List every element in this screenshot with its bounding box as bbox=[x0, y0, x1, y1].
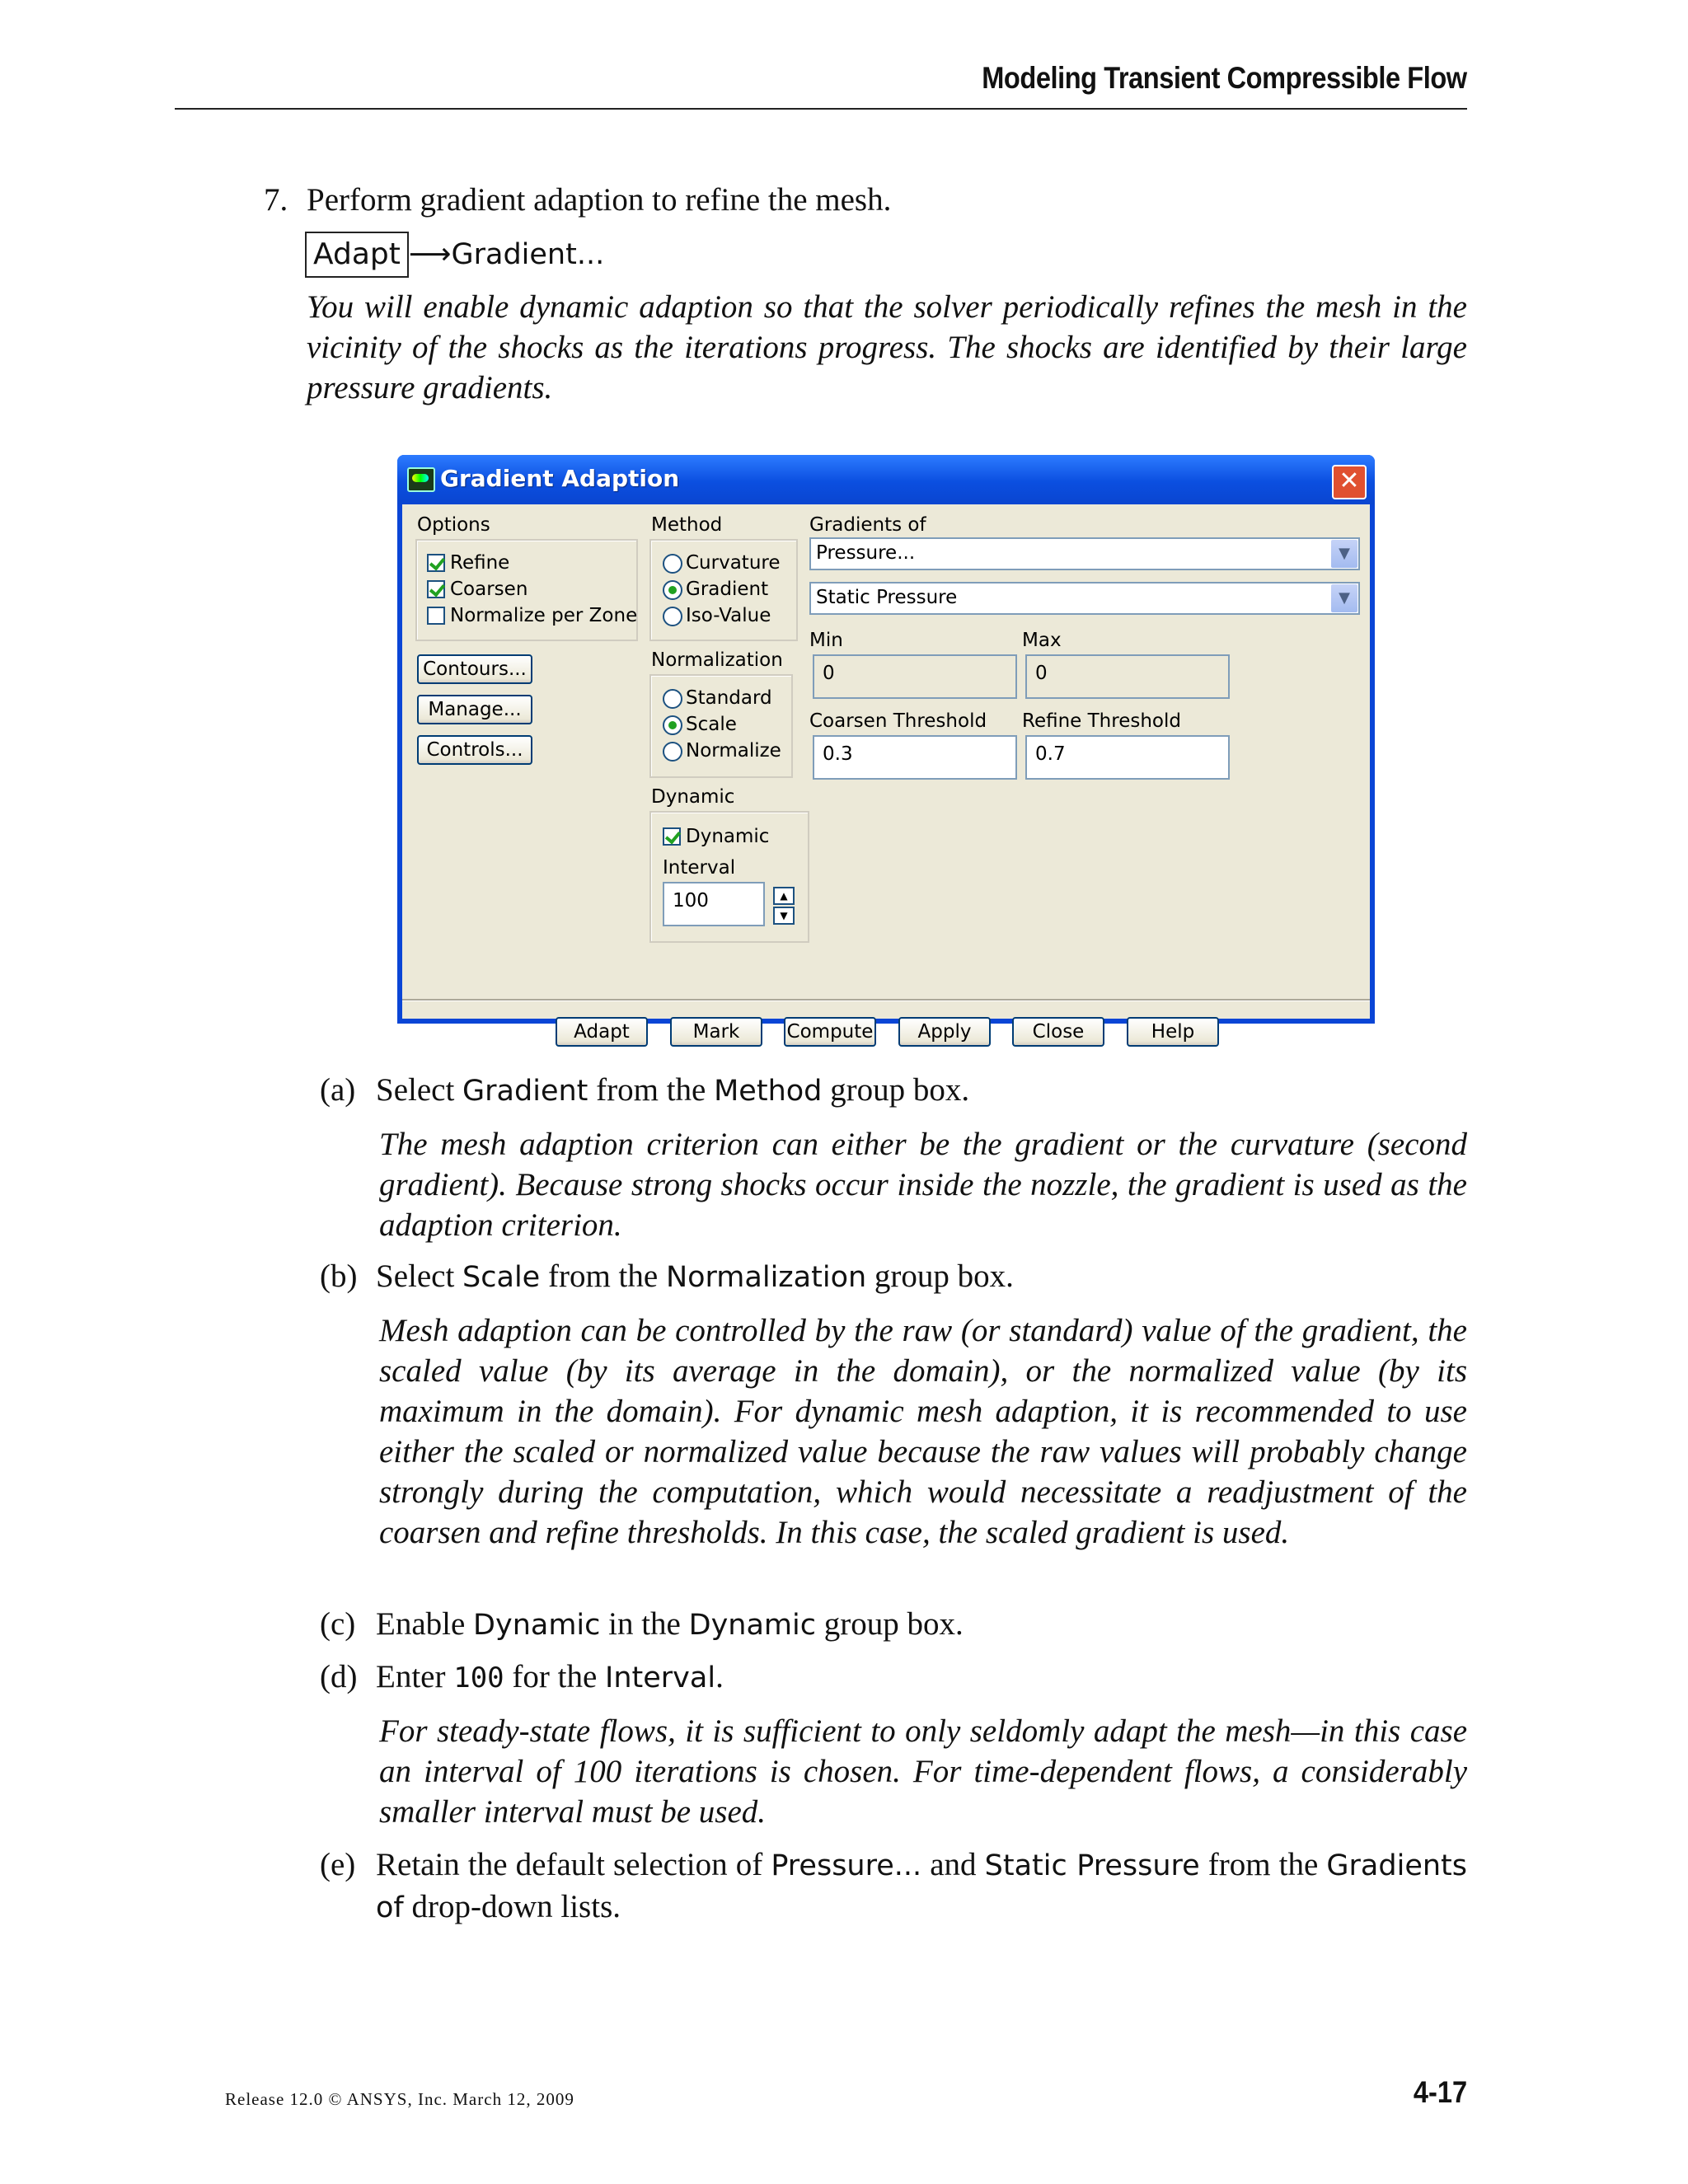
manage-button[interactable]: Manage... bbox=[417, 695, 532, 724]
curvature-radio[interactable] bbox=[663, 554, 682, 574]
substep-b-instruction: Select Scale from the Normalization group box. bbox=[376, 1258, 1014, 1294]
gradient-label: Gradient bbox=[686, 579, 769, 600]
substep-c-marker: (c) bbox=[320, 1606, 356, 1642]
step-note: You will enable dynamic adaption so that the solver periodically refines the mesh in the vicinity of the shocks as the iterations progress. The shocks are identified by their large pressure gradients. bbox=[307, 289, 1467, 405]
standard-radio[interactable] bbox=[663, 689, 682, 709]
normalize-radio[interactable] bbox=[663, 742, 682, 762]
footer-release: Release 12.0 © ANSYS, Inc. March 12, 2009 bbox=[225, 2089, 574, 2109]
step-text: Perform gradient adaption to refine the mesh. bbox=[307, 182, 892, 218]
normalize-per-zone-label: Normalize per Zone bbox=[450, 605, 638, 626]
gradients-category-value: Pressure... bbox=[816, 542, 916, 564]
compute-button[interactable]: Compute bbox=[784, 1017, 876, 1047]
gradients-variable-select[interactable] bbox=[809, 582, 1360, 615]
interval-label: Interval bbox=[663, 857, 736, 879]
contours-button[interactable]: Contours... bbox=[417, 654, 532, 684]
refine-label: Refine bbox=[450, 552, 510, 574]
substep-a-note: The mesh adaption criterion can either be the gradient or the curvature (second gradient). Because strong shocks occur inside the nozzle, the gradient is used as the adaption criterion. bbox=[379, 1127, 1467, 1243]
substep-e-marker: (e) bbox=[320, 1847, 356, 1882]
help-button[interactable]: Help bbox=[1127, 1017, 1219, 1047]
close-button[interactable]: Close bbox=[1012, 1017, 1104, 1047]
spin-down-icon[interactable]: ▼ bbox=[773, 907, 795, 925]
apply-button[interactable]: Apply bbox=[898, 1017, 991, 1047]
coarsen-threshold-label: Coarsen Threshold bbox=[809, 710, 987, 732]
dialog-client bbox=[402, 504, 1370, 1043]
min-field: 0 bbox=[813, 654, 1017, 699]
dynamic-checkbox-label: Dynamic bbox=[686, 826, 770, 847]
options-label: Options bbox=[417, 514, 490, 536]
mark-button[interactable]: Mark bbox=[670, 1017, 762, 1047]
substep-a-marker: (a) bbox=[320, 1072, 356, 1108]
substep-b-note: Mesh adaption can be controlled by the raw (or standard) value of the gradient, the scaled value (by its average in the domain), or the normalized value (by its maximum in the domain). For dynamic mesh adaption, it is recommended to use either the scaled or normalized value because the raw values will probably change strongly during the computation, which would necessitate a readjustment of the coarsen and refine thresholds. In this case, the scaled gradient is used. bbox=[379, 1313, 1467, 1550]
button-separator bbox=[402, 999, 1370, 1001]
adapt-button[interactable]: Adapt bbox=[556, 1017, 648, 1047]
gradient-radio[interactable] bbox=[663, 580, 682, 600]
controls-button[interactable]: Controls... bbox=[417, 735, 532, 765]
gradients-variable-value: Static Pressure bbox=[816, 587, 958, 608]
dynamic-group-label: Dynamic bbox=[651, 786, 735, 808]
dynamic-checkbox[interactable] bbox=[663, 827, 681, 846]
substep-c-instruction: Enable Dynamic in the Dynamic group box. bbox=[376, 1606, 964, 1642]
max-label: Max bbox=[1022, 630, 1062, 651]
dialog-titlebar bbox=[397, 455, 1375, 504]
standard-label: Standard bbox=[686, 687, 772, 709]
curvature-label: Curvature bbox=[686, 552, 781, 574]
gradients-of-label: Gradients of bbox=[809, 514, 926, 536]
iso-value-label: Iso-Value bbox=[686, 605, 771, 626]
header-rule bbox=[175, 108, 1467, 110]
app-icon bbox=[407, 467, 435, 492]
chevron-down-icon[interactable]: ▼ bbox=[1331, 540, 1357, 568]
substep-d-instruction: Enter 100 for the Interval. bbox=[376, 1659, 724, 1694]
scale-radio[interactable] bbox=[663, 715, 682, 735]
normalize-per-zone-checkbox[interactable] bbox=[427, 607, 445, 625]
refine-checkbox[interactable] bbox=[427, 554, 445, 572]
spin-up-icon[interactable]: ▲ bbox=[773, 887, 795, 905]
min-label: Min bbox=[809, 630, 843, 651]
substep-d-marker: (d) bbox=[320, 1659, 358, 1694]
page-number: 4-17 bbox=[1413, 2075, 1467, 2109]
substep-e-instruction: Retain the default selection of Pressure... and Static Pressure from the Gradients of drop-down lists. bbox=[376, 1847, 1467, 1924]
running-header: Modeling Transient Compressible Flow bbox=[982, 61, 1467, 95]
normalize-label: Normalize bbox=[686, 740, 781, 762]
gradients-category-select[interactable] bbox=[809, 537, 1360, 570]
step-number: 7. bbox=[264, 182, 288, 218]
menu-arrow: ⟶ bbox=[408, 237, 452, 271]
substep-a-instruction: Select Gradient from the Method group box. bbox=[376, 1072, 970, 1108]
substep-b-marker: (b) bbox=[320, 1258, 358, 1294]
chevron-down-icon[interactable]: ▼ bbox=[1331, 584, 1357, 612]
menu-adapt: Adapt bbox=[305, 232, 409, 278]
refine-threshold-input[interactable]: 0.7 bbox=[1025, 735, 1230, 780]
dialog-title: Gradient Adaption bbox=[440, 465, 680, 492]
coarsen-label: Coarsen bbox=[450, 579, 528, 600]
substep-d-note: For steady-state flows, it is sufficient to only seldomly adapt the mesh—in this case an interval of 100 iterations is chosen. For time-dependent flows, a considerably smaller interval must be used. bbox=[379, 1713, 1467, 1830]
close-icon[interactable]: ✕ bbox=[1332, 465, 1367, 499]
coarsen-threshold-input[interactable]: 0.3 bbox=[813, 735, 1017, 780]
method-label: Method bbox=[651, 514, 723, 536]
coarsen-checkbox[interactable] bbox=[427, 580, 445, 598]
menu-path bbox=[305, 232, 604, 278]
iso-value-radio[interactable] bbox=[663, 607, 682, 626]
refine-threshold-label: Refine Threshold bbox=[1022, 710, 1181, 732]
scale-label: Scale bbox=[686, 714, 737, 735]
menu-gradient-item: Gradient... bbox=[451, 238, 605, 271]
gradient-adaption-dialog bbox=[397, 455, 1375, 1043]
normalization-label: Normalization bbox=[651, 649, 783, 671]
max-field: 0 bbox=[1025, 654, 1230, 699]
interval-input[interactable]: 100 bbox=[663, 882, 765, 926]
